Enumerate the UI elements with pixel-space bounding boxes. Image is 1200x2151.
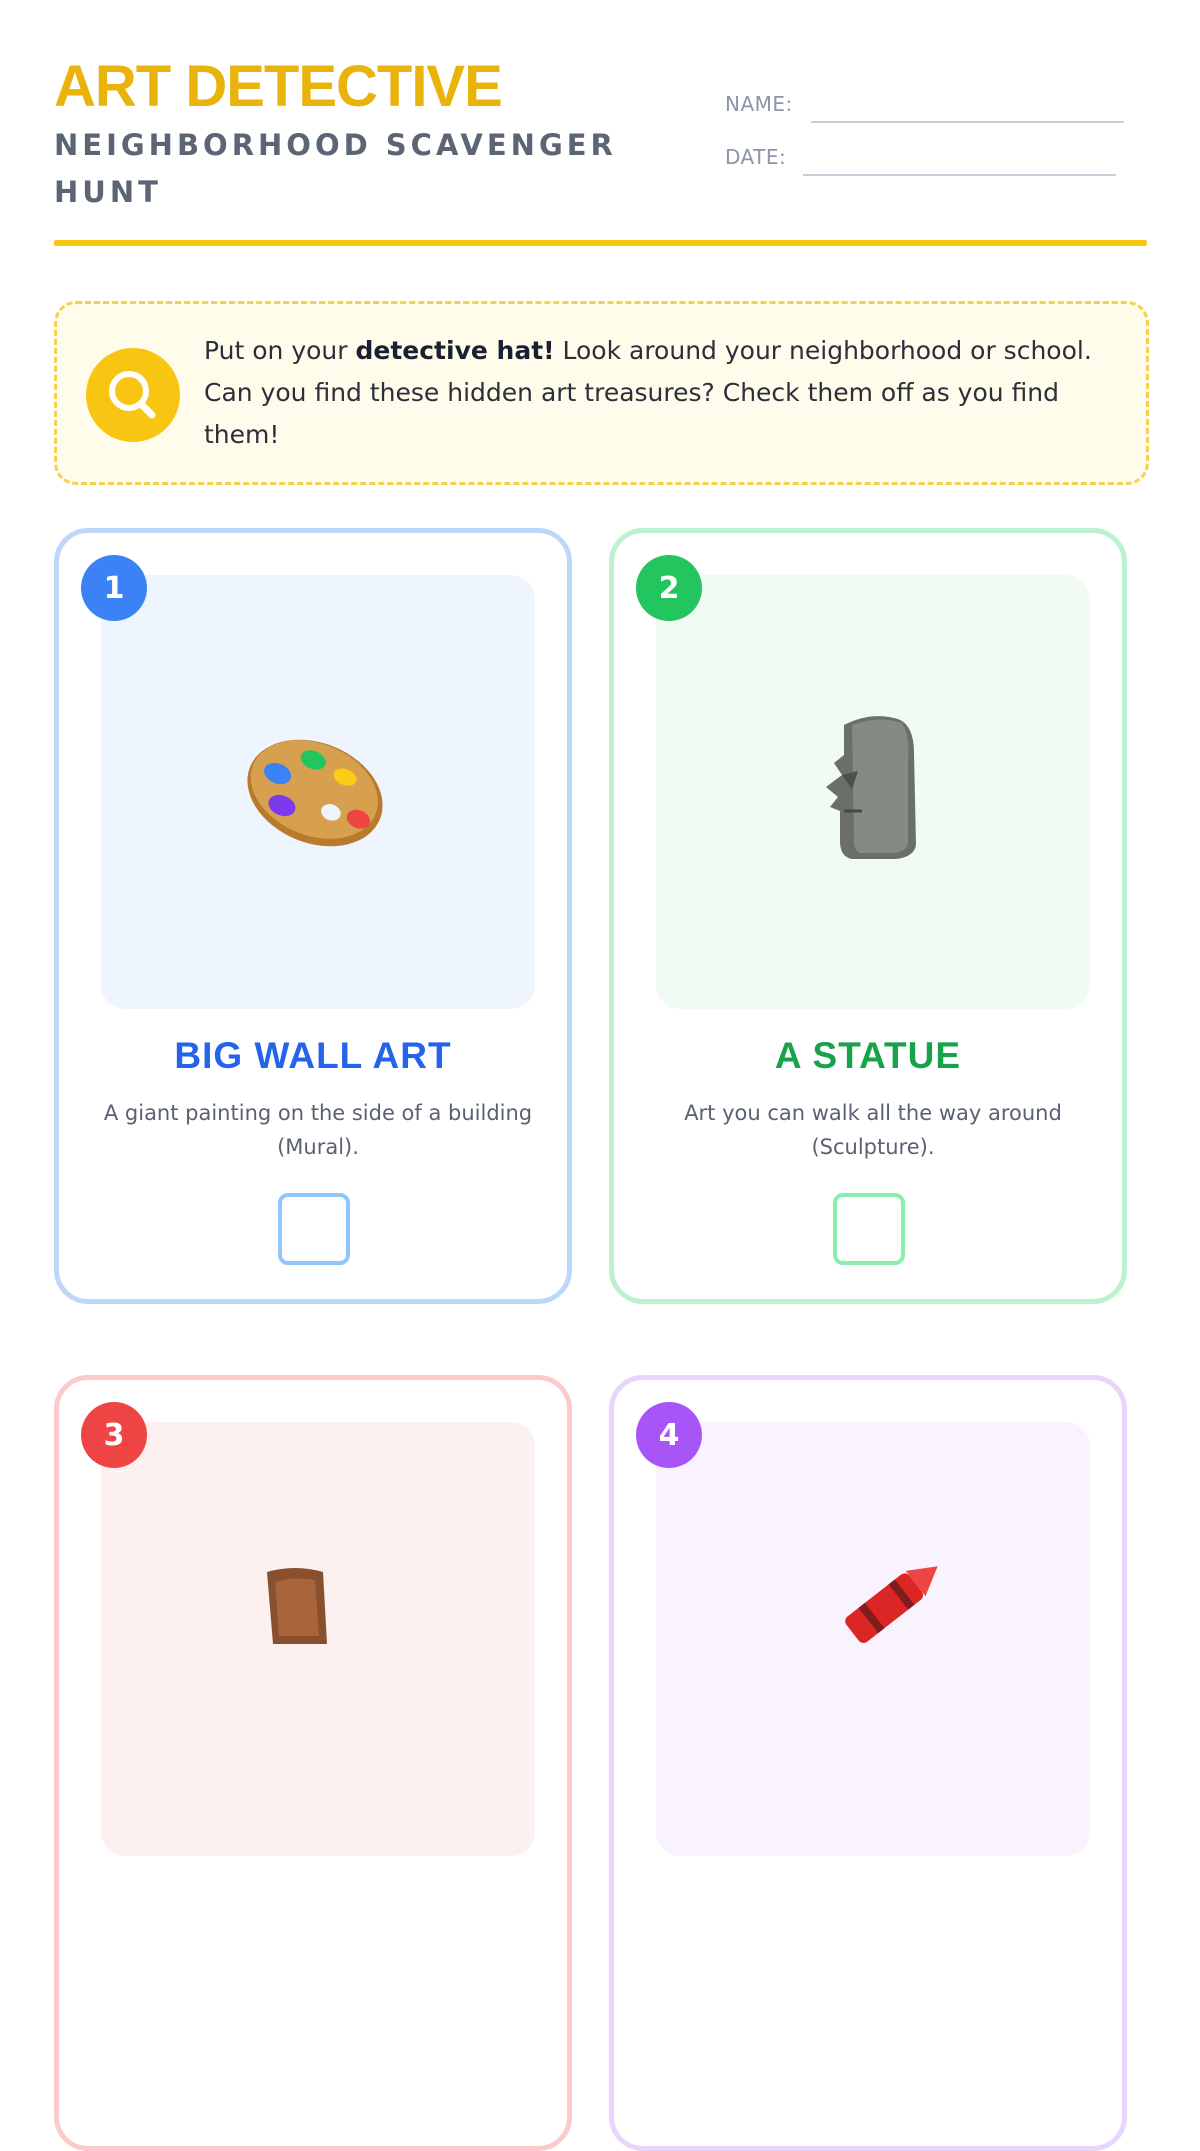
card-number-badge: 3 <box>81 1402 147 1468</box>
card-description: A giant painting on the side of a building (Mural). <box>103 1101 533 1159</box>
intro-text-start: Put on your <box>204 336 356 365</box>
name-label: NAME: <box>725 92 793 116</box>
found-checkbox[interactable] <box>833 1193 905 1265</box>
intro-text-bold: detective hat! <box>355 336 555 365</box>
date-field[interactable] <box>803 174 1116 176</box>
card-description: Art you can walk all the way around (Sculpture). <box>684 1101 1062 1159</box>
intro-text <box>204 330 1109 456</box>
card-number-badge: 1 <box>81 555 147 621</box>
header-divider <box>54 240 1147 246</box>
crayon-icon <box>656 1422 1090 1856</box>
card-number-badge: 4 <box>636 1402 702 1468</box>
card-number-badge: 2 <box>636 555 702 621</box>
card-art-area <box>656 575 1090 1009</box>
card-art-area <box>656 1422 1090 1856</box>
magnifier-icon <box>86 348 180 442</box>
page-title: ART DETECTIVE <box>54 54 502 119</box>
card-art-area <box>101 575 535 1009</box>
date-label: DATE: <box>725 145 787 169</box>
intro-text-end: Look around your neighborhood or school. Can you find these hidden art treasures? Check them off as you find them! <box>204 336 1092 449</box>
hunt-card-mural <box>54 528 572 1304</box>
palette-icon <box>101 575 535 1009</box>
page-subtitle: NEIGHBORHOOD SCAVENGER HUNT <box>54 128 617 209</box>
card-art-area <box>101 1422 535 1856</box>
name-field[interactable] <box>811 121 1124 123</box>
intro-box <box>54 301 1149 485</box>
moai-icon <box>656 575 1090 1009</box>
hunt-card-3 <box>54 1375 572 2151</box>
card-title: BIG WALL ART <box>174 1035 452 1076</box>
card-title: A STATUE <box>774 1035 962 1076</box>
found-checkbox[interactable] <box>278 1193 350 1265</box>
hunt-card-statue <box>609 528 1127 1304</box>
hunt-card-4 <box>609 1375 1127 2151</box>
chair-icon <box>101 1422 535 1856</box>
